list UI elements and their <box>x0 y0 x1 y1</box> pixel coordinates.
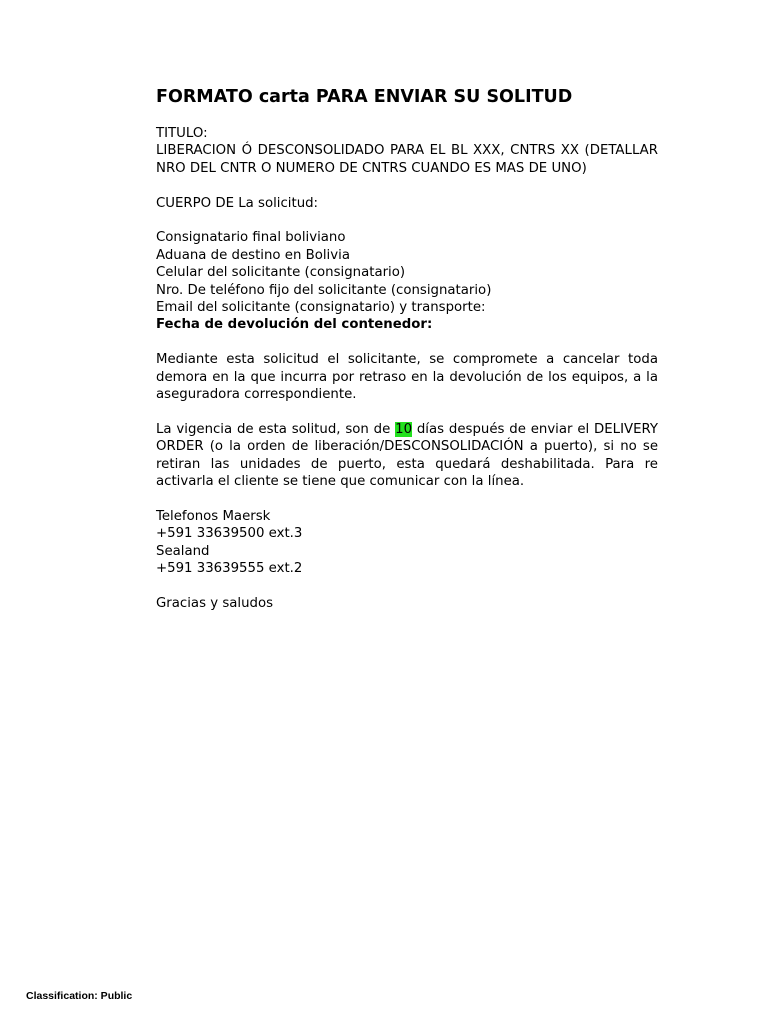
titulo-text: LIBERACION Ó DESCONSOLIDADO PARA EL BL XXX, CNTRS XX (DETALLAR NRO DEL CNTR O NUMERO DE CNTRS CUANDO ES MAS DE UNO) <box>156 143 658 176</box>
field-telefono-fijo: Nro. De teléfono fijo del solicitante (consignatario) <box>156 282 492 298</box>
document-title: FORMATO carta PARA ENVIAR SU SOLITUD <box>156 87 573 107</box>
fecha-devolucion-label: Fecha de devolución del contenedor: <box>156 317 433 333</box>
validity-days-highlight: 10 <box>395 421 413 437</box>
spacer <box>156 177 658 194</box>
titulo-label: TITULO: <box>156 126 208 141</box>
spacer <box>156 334 658 351</box>
spacer <box>156 212 658 229</box>
field-aduana: Aduana de destino en Bolivia <box>156 247 350 263</box>
sealand-label: Sealand <box>156 543 210 559</box>
spacer <box>156 577 658 594</box>
paragraph-validity <box>156 421 658 491</box>
maersk-phone: +591 33639500 ext.3 <box>156 526 303 542</box>
classification-footer: Classification: Public <box>26 990 133 1002</box>
field-email: Email del solicitante (consignatario) y transporte: <box>156 300 486 316</box>
letter-document <box>156 86 658 612</box>
contacts-header: Telefonos Maersk <box>156 508 271 524</box>
closing-text: Gracias y saludos <box>156 595 274 611</box>
validity-text-before: La vigencia de esta solitud, son de <box>156 421 396 437</box>
field-consignatario: Consignatario final boliviano <box>156 230 346 246</box>
cuerpo-label: CUERPO DE La solicitud: <box>156 195 319 211</box>
spacer <box>156 490 658 507</box>
field-celular: Celular del solicitante (consignatario) <box>156 265 406 281</box>
paragraph-commitment: Mediante esta solicitud el solicitante, se compromete a cancelar toda demora en la que incurra por retraso en la devolución de los equipos, a la aseguradora correspondiente. <box>156 352 658 403</box>
spacer <box>156 403 658 420</box>
sealand-phone: +591 33639555 ext.2 <box>156 561 303 577</box>
validity-text-after: días después de enviar el DELIVERY ORDER (o la orden de liberación/DESCONSOLIDACIÓN a puerto), si no se retiran las unidades de puerto, esta quedará deshabilitada. Para re activarla el cliente se tiene que comunicar con la línea. <box>156 421 659 490</box>
